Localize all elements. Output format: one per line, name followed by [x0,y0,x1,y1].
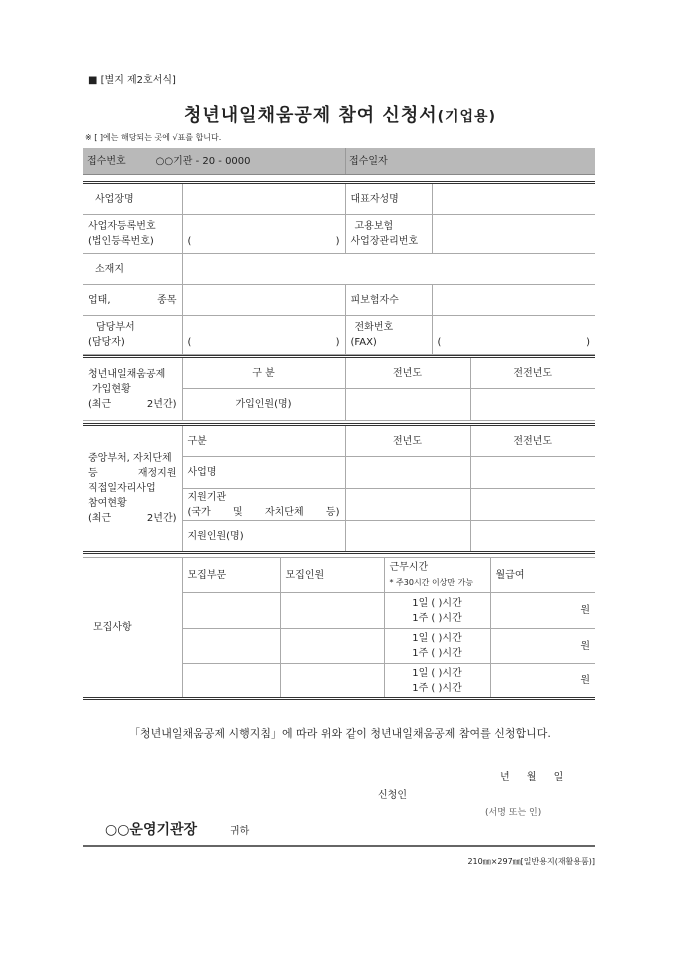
recruit-dept-field[interactable] [182,664,280,699]
youth-prev2-field[interactable] [470,389,595,421]
form-title [0,101,680,127]
gov-row-count: 지원인원(명) [182,521,345,553]
gov-project-prev[interactable] [345,457,470,489]
insured-count-field[interactable] [432,285,595,316]
youth-status-table [83,355,595,421]
industry-label: 업태, 종목 [83,285,182,316]
dept-label: 담당부서 (담당자) [83,316,182,355]
gov-agency-prev2[interactable] [470,489,595,521]
business-name-field[interactable] [182,183,345,215]
recruit-count-field[interactable] [280,629,384,664]
reg-no-label: 사업자등록번호 (법인등록번호) [83,215,182,254]
divider [83,845,595,847]
youth-row-members: 가입인원(명) [182,389,345,421]
insurance-label: 고용보험 사업장관리번호 [345,215,432,254]
recruit-salary-field[interactable]: 원 [490,664,595,699]
recruit-salary-field[interactable]: 원 [490,593,595,629]
gov-count-prev2[interactable] [470,521,595,553]
gov-program-table [83,423,595,554]
receipt-date-label: 접수일자 [349,156,388,167]
phone-field[interactable]: ( ) [432,316,595,355]
receipt-number [87,152,251,167]
address-label: 소재지 [83,254,182,285]
receipt-bar [83,148,595,175]
recruit-count-field[interactable] [280,593,384,629]
recruit-count-field[interactable] [280,664,384,699]
recruit-dept-field[interactable] [182,593,280,629]
gov-row-project: 사업명 [182,457,345,489]
gov-col-div: 구분 [182,425,345,457]
youth-col-prev2: 전전년도 [470,357,595,389]
recipient: ○○운영기관장 [105,822,198,838]
gov-agency-prev[interactable] [345,489,470,521]
recruit-dept-field[interactable] [182,629,280,664]
gov-project-prev2[interactable] [470,457,595,489]
title-text: 청년내일채움공제 참여 신청서 [184,105,438,126]
insurance-field[interactable] [432,215,595,254]
reg-no-field[interactable]: ( ) [182,215,345,254]
form-id: ■ [별지 제2호서식] [88,75,176,86]
gov-col-prev: 전년도 [345,425,470,457]
recruit-hours-field[interactable]: 1일 ( )시간 1주 ( )시간 [384,664,490,699]
address-field[interactable] [182,254,595,285]
recruit-col-dept: 모집부문 [182,558,280,593]
representative-label: 대표자성명 [345,183,432,215]
receipt-number-value: ○○기관 - 20 - 0000 [155,156,251,167]
title-suffix: (기업용) [437,109,496,125]
recruit-hours-field[interactable]: 1일 ( )시간 1주 ( )시간 [384,593,490,629]
recruit-col-hours: 근무시간 * 주30시간 이상만 가능 [384,558,490,593]
honorific: 귀하 [230,826,250,837]
insured-count-label: 피보험자수 [345,285,432,316]
applicant-label: 신청인 [378,790,407,801]
recruit-table [83,557,595,700]
paper-size: 210㎜×297㎜[일반용지(재활용품)] [467,857,595,866]
youth-col-prev: 전년도 [345,357,470,389]
recruit-hours-field[interactable]: 1일 ( )시간 1주 ( )시간 [384,629,490,664]
gov-label: 중앙부처, 자치단체 등 재정지원 직접일자리사업 참여현황 (최근 2년간) [83,425,182,553]
receipt-number-label: 접수번호 [87,156,126,167]
gov-count-prev[interactable] [345,521,470,553]
youth-prev-field[interactable] [345,389,470,421]
gov-col-prev2: 전전년도 [470,425,595,457]
gov-row-agency: 지원기관 (국가 및 자치단체 등) [182,489,345,521]
date-line: 년 월 일 [500,772,564,783]
recruit-col-salary: 월급여 [490,558,595,593]
dept-field[interactable]: ( ) [182,316,345,355]
representative-field[interactable] [432,183,595,215]
youth-col-div: 구 분 [182,357,345,389]
recruit-label: 모집사항 [83,558,182,699]
company-info-table [83,181,595,355]
statement: 「청년내일채움공제 시행지침」에 따라 위와 같이 청년내일채움공제 참여를 신청합니다. [129,727,551,740]
business-name-label: 사업장명 [83,183,182,215]
checkbox-note: ※ [ ]에는 해당되는 곳에 √표를 합니다. [85,133,222,142]
recruit-salary-field[interactable]: 원 [490,629,595,664]
signature-label: (서명 또는 인) [485,808,542,818]
industry-field[interactable] [182,285,345,316]
youth-label: 청년내일채움공제 가입현황 (최근 2년간) [83,357,182,421]
recruit-col-count: 모집인원 [280,558,384,593]
phone-label: 전화번호 (FAX) [345,316,432,355]
